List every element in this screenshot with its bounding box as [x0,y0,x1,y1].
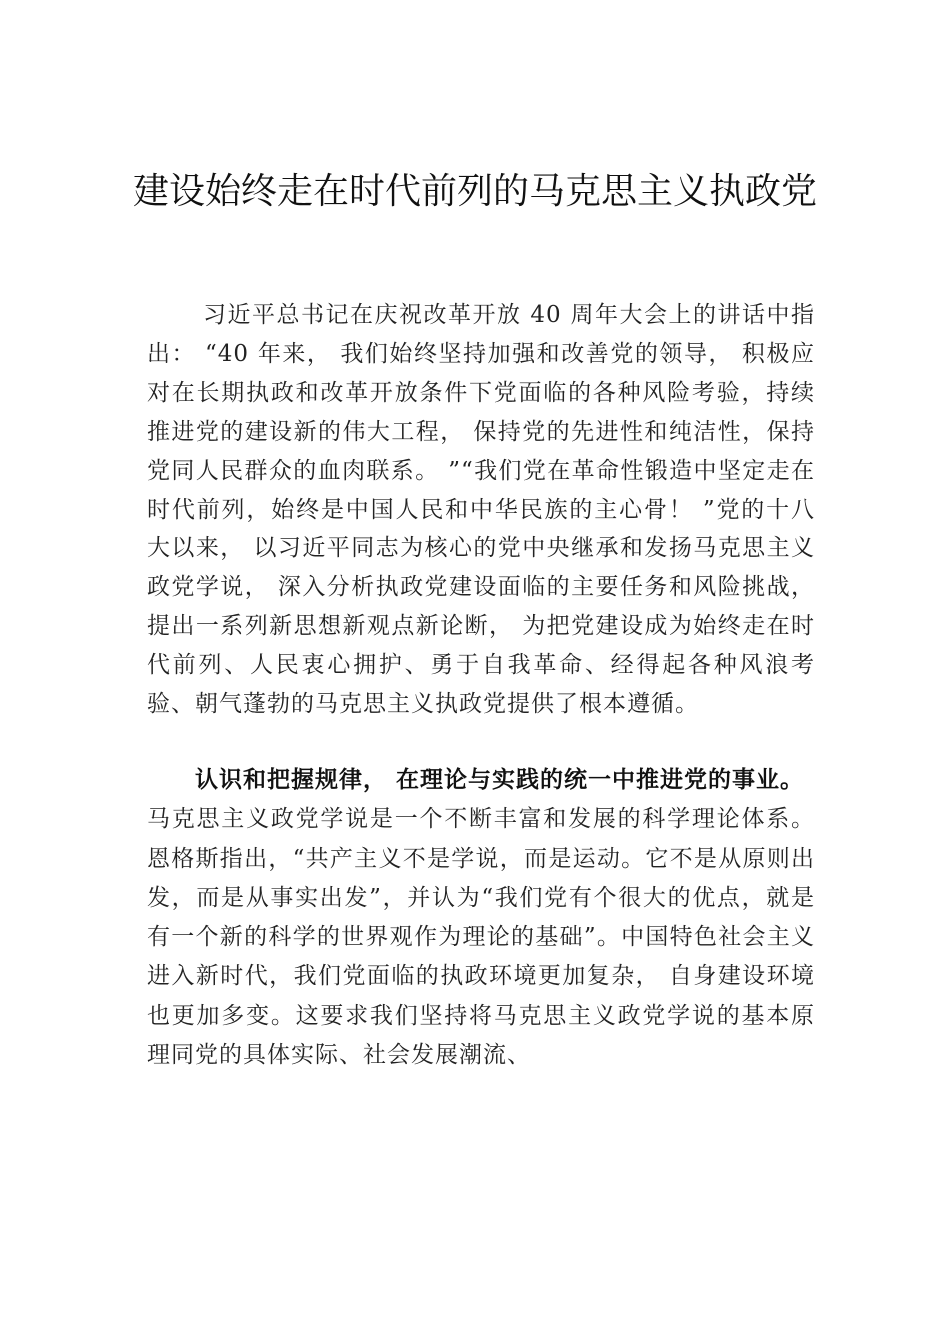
paragraph-2-text: 马克思主义政党学说是一个不断丰富和发展的科学理论体系。恩格斯指出，“共产主义不是学说，而是运动。它不是从原则出发，而是从事实出发”，并认为“我们党有个很大的优点，就是有一个新的科学的世界观作为理论的基础”。中国特色社会主义进入新时代，我们党面临的执政环境更加复杂， 自身建设环境也更加多变。这要求我们坚持将马克思主义政党学说的基本原理同党的具体实际、社会发展潮流、 [147,806,815,1069]
body-paragraph-2 [147,760,815,1075]
paragraph-lead-sentence: 认识和把握规律， 在理论与实践的统一中推进党的事业。 [195,766,805,793]
document-title: 建设始终走在时代前列的马克思主义执政党 [132,171,817,212]
body-paragraph-1: 习近平总书记在庆祝改革开放 40 周年大会上的讲话中指出： “40 年来， 我们始终坚持加强和改善党的领导， 积极应对在长期执政和改革开放条件下党面临的各种风险考验，持续推进党的建设新的伟大工程， 保持党的先进性和纯洁性，保持党同人民群众的血肉联系。 ”“我们党在革命性锻造中坚定走在时代前列，始终是中国人民和中华民族的主心骨！ ”党的十八大以来， 以习近平同志为核心的党中央继承和发扬马克思主义政党学说， 深入分析执政党建设面临的主要任务和风险挑战， 提出一系列新思想新观点新论断， 为把党建设成为始终走在时代前列、人民衷心拥护、勇于自我革命、经得起各种风浪考验、朝气蓬勃的马克思主义执政党提供了根本遵循。 [147,302,815,718]
